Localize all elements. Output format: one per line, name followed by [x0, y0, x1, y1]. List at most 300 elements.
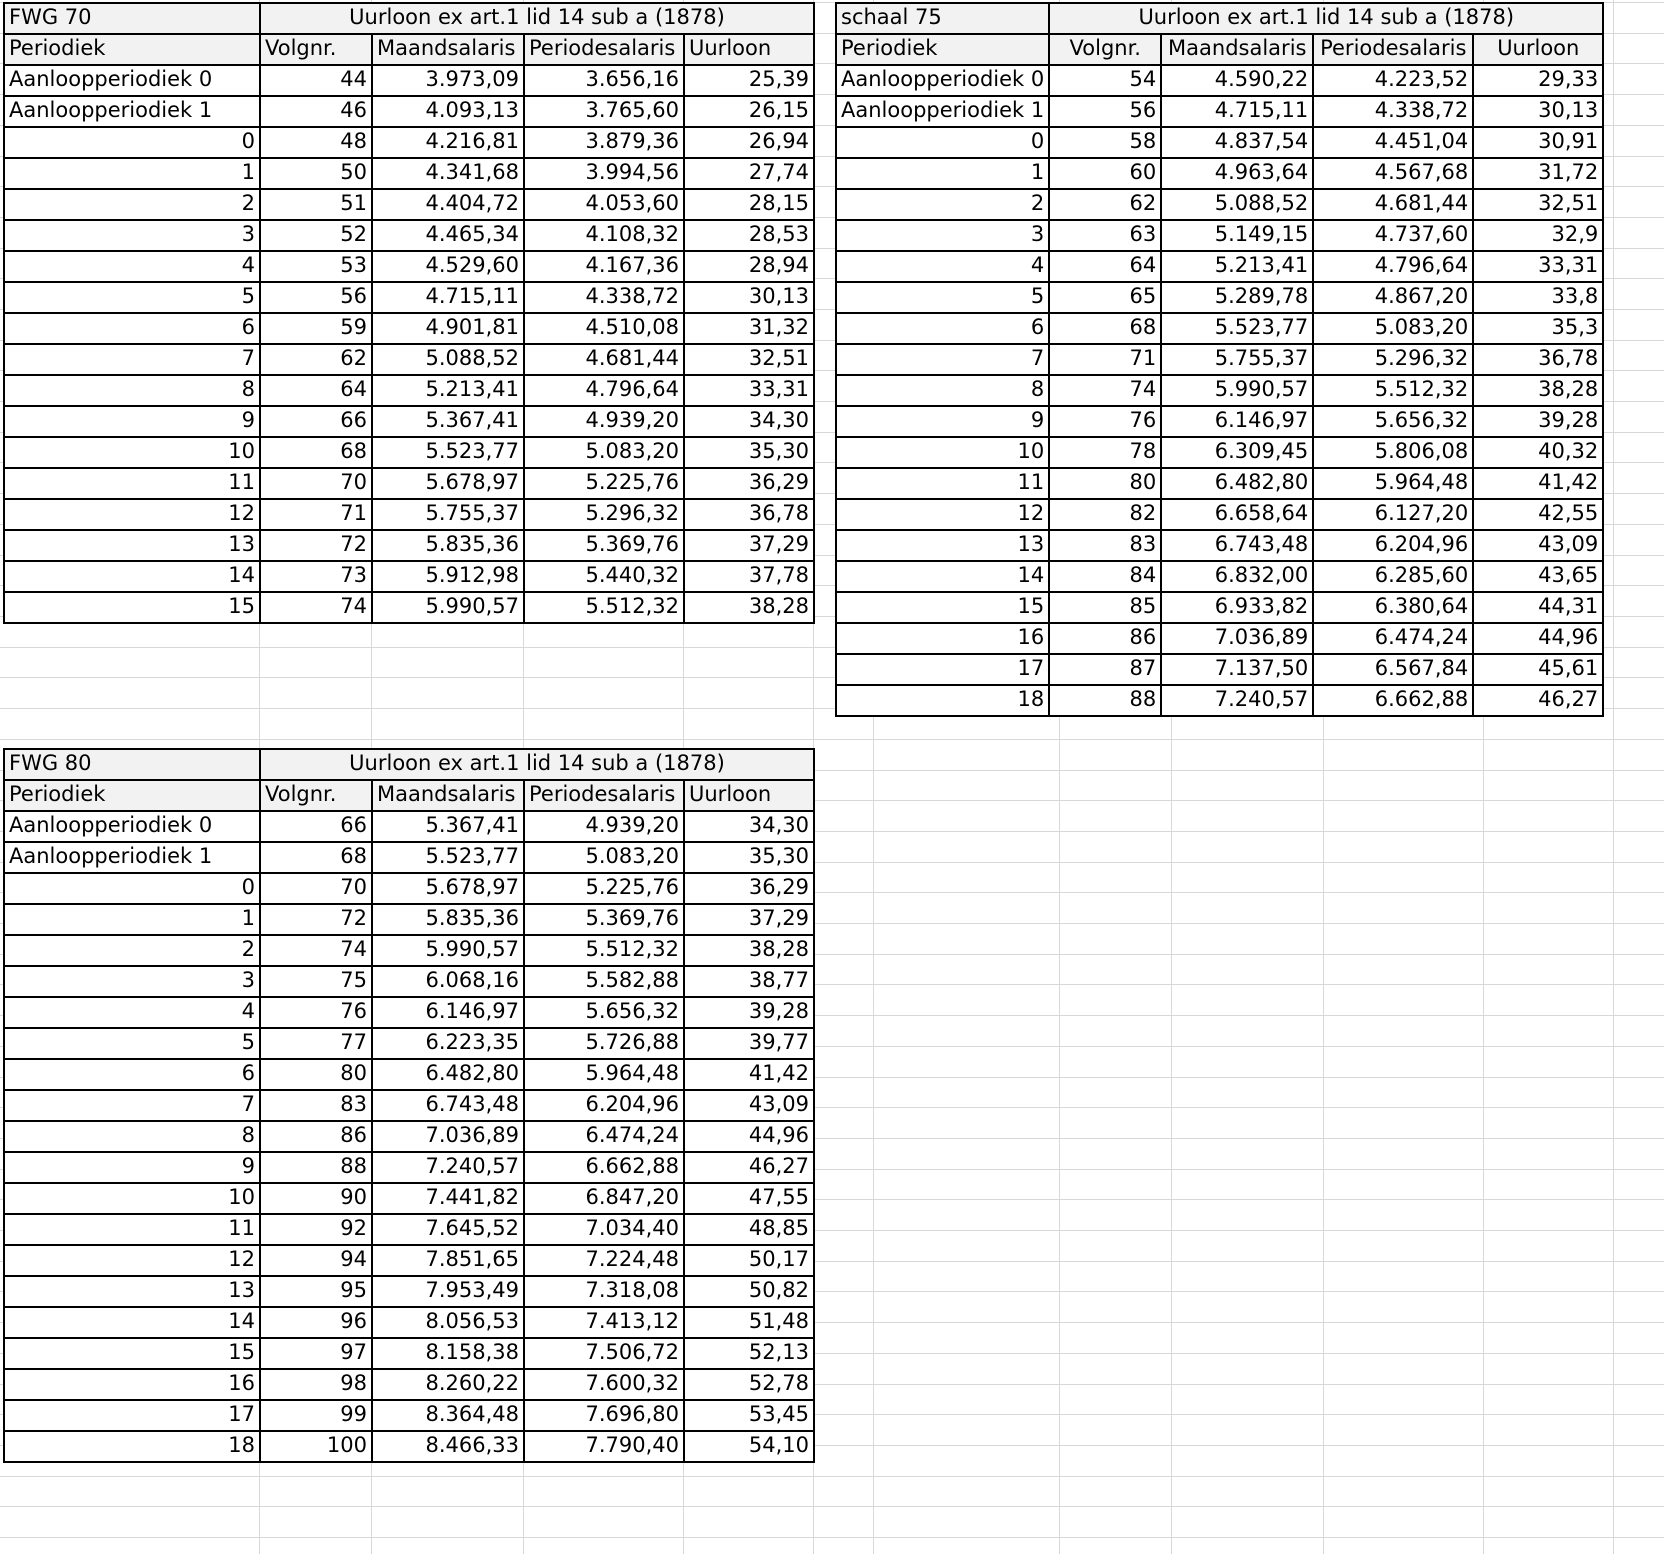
cell-uurloon[interactable]: 29,33	[1473, 65, 1603, 96]
cell-periodiek[interactable]: 11	[836, 468, 1049, 499]
table-row[interactable]	[4, 842, 814, 873]
cell-periodiek[interactable]: 13	[836, 530, 1049, 561]
cell-periodesalaris[interactable]: 6.662,88	[524, 1152, 684, 1183]
cell-maandsalaris[interactable]: 5.523,77	[372, 842, 524, 873]
cell-periodiek[interactable]: 7	[4, 1090, 260, 1121]
table-row[interactable]	[4, 158, 814, 189]
cell-uurloon[interactable]: 38,28	[684, 935, 814, 966]
table-row[interactable]	[4, 1431, 814, 1462]
cell-periodesalaris[interactable]: 5.369,76	[524, 904, 684, 935]
cell-volgnr[interactable]: 83	[260, 1090, 372, 1121]
cell-periodesalaris[interactable]: 5.225,76	[524, 468, 684, 499]
cell-periodesalaris[interactable]: 4.681,44	[1313, 189, 1473, 220]
cell-periodiek[interactable]: 14	[4, 561, 260, 592]
table-row[interactable]	[4, 1400, 814, 1431]
cell-periodesalaris[interactable]: 3.879,36	[524, 127, 684, 158]
banner-fwg70[interactable]: Uurloon ex art.1 lid 14 sub a (1878)	[260, 3, 814, 34]
cell-periodesalaris[interactable]: 7.506,72	[524, 1338, 684, 1369]
table-row[interactable]	[4, 530, 814, 561]
cell-periodesalaris[interactable]: 4.167,36	[524, 251, 684, 282]
cell-periodiek[interactable]: 1	[4, 904, 260, 935]
cell-periodesalaris[interactable]: 5.440,32	[524, 561, 684, 592]
cell-maandsalaris[interactable]: 3.973,09	[372, 65, 524, 96]
cell-periodiek[interactable]: 15	[836, 592, 1049, 623]
cell-maandsalaris[interactable]: 8.056,53	[372, 1307, 524, 1338]
cell-periodesalaris[interactable]: 5.512,32	[524, 935, 684, 966]
cell-periodesalaris[interactable]: 5.296,32	[1313, 344, 1473, 375]
cell-periodesalaris[interactable]: 7.034,40	[524, 1214, 684, 1245]
cell-uurloon[interactable]: 34,30	[684, 811, 814, 842]
cell-volgnr[interactable]: 99	[260, 1400, 372, 1431]
cell-volgnr[interactable]: 50	[260, 158, 372, 189]
table-row[interactable]	[836, 158, 1603, 189]
cell-periodiek[interactable]: 4	[836, 251, 1049, 282]
cell-maandsalaris[interactable]: 5.289,78	[1161, 282, 1313, 313]
cell-uurloon[interactable]: 46,27	[684, 1152, 814, 1183]
table-row[interactable]	[4, 561, 814, 592]
cell-volgnr[interactable]: 74	[1049, 375, 1161, 406]
cell-maandsalaris[interactable]: 6.146,97	[1161, 406, 1313, 437]
cell-uurloon[interactable]: 46,27	[1473, 685, 1603, 716]
cell-volgnr[interactable]: 92	[260, 1214, 372, 1245]
cell-periodiek[interactable]: 17	[836, 654, 1049, 685]
table-row[interactable]	[4, 1028, 814, 1059]
table-row[interactable]	[4, 406, 814, 437]
table-row[interactable]	[4, 96, 814, 127]
cell-periodiek[interactable]: 18	[4, 1431, 260, 1462]
table-row[interactable]	[4, 592, 814, 623]
table-row[interactable]	[4, 1338, 814, 1369]
scale-label-schaal75[interactable]: schaal 75	[836, 3, 1049, 34]
cell-periodiek[interactable]: 9	[836, 406, 1049, 437]
cell-periodiek[interactable]: 1	[4, 158, 260, 189]
cell-volgnr[interactable]: 56	[1049, 96, 1161, 127]
cell-periodesalaris[interactable]: 4.223,52	[1313, 65, 1473, 96]
cell-volgnr[interactable]: 100	[260, 1431, 372, 1462]
cell-periodiek[interactable]: 2	[4, 935, 260, 966]
col-header-volgnr[interactable]: Volgnr.	[260, 780, 372, 811]
cell-maandsalaris[interactable]: 7.036,89	[1161, 623, 1313, 654]
cell-maandsalaris[interactable]: 8.158,38	[372, 1338, 524, 1369]
cell-uurloon[interactable]: 43,65	[1473, 561, 1603, 592]
table-row[interactable]	[836, 685, 1603, 716]
cell-periodiek[interactable]: 0	[836, 127, 1049, 158]
cell-volgnr[interactable]: 80	[1049, 468, 1161, 499]
scale-label-fwg70[interactable]: FWG 70	[4, 3, 260, 34]
cell-volgnr[interactable]: 86	[260, 1121, 372, 1152]
table-row[interactable]	[4, 1121, 814, 1152]
cell-uurloon[interactable]: 38,28	[684, 592, 814, 623]
col-header-periodiek[interactable]: Periodiek	[4, 34, 260, 65]
col-header-periodesalaris[interactable]: Periodesalaris	[1313, 34, 1473, 65]
cell-volgnr[interactable]: 95	[260, 1276, 372, 1307]
table-row[interactable]	[4, 313, 814, 344]
cell-periodesalaris[interactable]: 3.765,60	[524, 96, 684, 127]
cell-uurloon[interactable]: 36,29	[684, 468, 814, 499]
cell-periodiek[interactable]: 2	[4, 189, 260, 220]
cell-periodiek[interactable]: 13	[4, 1276, 260, 1307]
table-row[interactable]	[4, 375, 814, 406]
cell-maandsalaris[interactable]: 4.093,13	[372, 96, 524, 127]
cell-periodesalaris[interactable]: 4.796,64	[1313, 251, 1473, 282]
cell-periodesalaris[interactable]: 6.127,20	[1313, 499, 1473, 530]
cell-volgnr[interactable]: 87	[1049, 654, 1161, 685]
cell-maandsalaris[interactable]: 4.837,54	[1161, 127, 1313, 158]
cell-volgnr[interactable]: 85	[1049, 592, 1161, 623]
cell-maandsalaris[interactable]: 5.678,97	[372, 873, 524, 904]
col-header-periodesalaris[interactable]: Periodesalaris	[524, 780, 684, 811]
cell-uurloon[interactable]: 53,45	[684, 1400, 814, 1431]
cell-maandsalaris[interactable]: 4.715,11	[1161, 96, 1313, 127]
table-row[interactable]	[836, 344, 1603, 375]
cell-periodesalaris[interactable]: 5.582,88	[524, 966, 684, 997]
cell-periodesalaris[interactable]: 4.567,68	[1313, 158, 1473, 189]
cell-volgnr[interactable]: 80	[260, 1059, 372, 1090]
cell-uurloon[interactable]: 41,42	[684, 1059, 814, 1090]
cell-periodesalaris[interactable]: 7.696,80	[524, 1400, 684, 1431]
table-row[interactable]	[836, 220, 1603, 251]
cell-periodiek[interactable]: 0	[4, 873, 260, 904]
cell-periodiek[interactable]: Aanloopperiodiek 0	[4, 65, 260, 96]
cell-periodesalaris[interactable]: 4.338,72	[1313, 96, 1473, 127]
cell-maandsalaris[interactable]: 5.755,37	[1161, 344, 1313, 375]
banner-fwg80[interactable]: Uurloon ex art.1 lid 14 sub a (1878)	[260, 749, 814, 780]
cell-volgnr[interactable]: 48	[260, 127, 372, 158]
cell-uurloon[interactable]: 32,9	[1473, 220, 1603, 251]
cell-volgnr[interactable]: 68	[1049, 313, 1161, 344]
cell-volgnr[interactable]: 96	[260, 1307, 372, 1338]
cell-uurloon[interactable]: 47,55	[684, 1183, 814, 1214]
cell-volgnr[interactable]: 46	[260, 96, 372, 127]
cell-periodesalaris[interactable]: 4.939,20	[524, 406, 684, 437]
cell-maandsalaris[interactable]: 5.523,77	[1161, 313, 1313, 344]
cell-maandsalaris[interactable]: 6.933,82	[1161, 592, 1313, 623]
cell-maandsalaris[interactable]: 5.213,41	[372, 375, 524, 406]
table-row[interactable]	[4, 499, 814, 530]
cell-maandsalaris[interactable]: 5.088,52	[372, 344, 524, 375]
cell-periodesalaris[interactable]: 6.204,96	[524, 1090, 684, 1121]
cell-volgnr[interactable]: 74	[260, 935, 372, 966]
cell-volgnr[interactable]: 70	[260, 468, 372, 499]
table-row[interactable]	[4, 1183, 814, 1214]
cell-maandsalaris[interactable]: 7.137,50	[1161, 654, 1313, 685]
cell-uurloon[interactable]: 28,94	[684, 251, 814, 282]
table-row[interactable]	[4, 127, 814, 158]
cell-periodesalaris[interactable]: 5.656,32	[1313, 406, 1473, 437]
table-fwg80[interactable]	[3, 748, 815, 1463]
cell-periodesalaris[interactable]: 6.380,64	[1313, 592, 1473, 623]
cell-volgnr[interactable]: 71	[260, 499, 372, 530]
cell-periodiek[interactable]: 15	[4, 1338, 260, 1369]
col-header-periodesalaris[interactable]: Periodesalaris	[524, 34, 684, 65]
cell-periodiek[interactable]: 14	[4, 1307, 260, 1338]
cell-maandsalaris[interactable]: 5.523,77	[372, 437, 524, 468]
cell-volgnr[interactable]: 71	[1049, 344, 1161, 375]
cell-maandsalaris[interactable]: 8.364,48	[372, 1400, 524, 1431]
cell-volgnr[interactable]: 63	[1049, 220, 1161, 251]
cell-volgnr[interactable]: 88	[260, 1152, 372, 1183]
cell-periodiek[interactable]: 8	[4, 1121, 260, 1152]
cell-uurloon[interactable]: 52,13	[684, 1338, 814, 1369]
cell-uurloon[interactable]: 36,78	[684, 499, 814, 530]
col-header-volgnr[interactable]: Volgnr.	[1049, 34, 1161, 65]
cell-periodiek[interactable]: 8	[836, 375, 1049, 406]
col-header-volgnr[interactable]: Volgnr.	[260, 34, 372, 65]
cell-maandsalaris[interactable]: 4.216,81	[372, 127, 524, 158]
cell-volgnr[interactable]: 74	[260, 592, 372, 623]
cell-maandsalaris[interactable]: 7.645,52	[372, 1214, 524, 1245]
cell-volgnr[interactable]: 98	[260, 1369, 372, 1400]
table-row[interactable]	[4, 282, 814, 313]
cell-volgnr[interactable]: 66	[260, 811, 372, 842]
table-row[interactable]	[836, 561, 1603, 592]
table-schaal75[interactable]	[835, 2, 1604, 717]
cell-periodesalaris[interactable]: 5.964,48	[1313, 468, 1473, 499]
cell-uurloon[interactable]: 38,28	[1473, 375, 1603, 406]
cell-uurloon[interactable]: 50,82	[684, 1276, 814, 1307]
cell-maandsalaris[interactable]: 7.851,65	[372, 1245, 524, 1276]
cell-maandsalaris[interactable]: 7.953,49	[372, 1276, 524, 1307]
cell-uurloon[interactable]: 51,48	[684, 1307, 814, 1338]
cell-periodiek[interactable]: 10	[836, 437, 1049, 468]
cell-periodiek[interactable]: 12	[4, 499, 260, 530]
cell-maandsalaris[interactable]: 5.990,57	[372, 592, 524, 623]
table-row[interactable]	[4, 220, 814, 251]
cell-periodesalaris[interactable]: 5.512,32	[524, 592, 684, 623]
cell-maandsalaris[interactable]: 5.367,41	[372, 406, 524, 437]
cell-uurloon[interactable]: 42,55	[1473, 499, 1603, 530]
cell-uurloon[interactable]: 44,96	[684, 1121, 814, 1152]
table-row[interactable]	[4, 65, 814, 96]
cell-uurloon[interactable]: 35,30	[684, 437, 814, 468]
cell-periodesalaris[interactable]: 7.600,32	[524, 1369, 684, 1400]
cell-volgnr[interactable]: 72	[260, 530, 372, 561]
cell-uurloon[interactable]: 40,32	[1473, 437, 1603, 468]
cell-periodiek[interactable]: 0	[4, 127, 260, 158]
cell-periodesalaris[interactable]: 5.296,32	[524, 499, 684, 530]
cell-periodiek[interactable]: 1	[836, 158, 1049, 189]
cell-periodiek[interactable]: 6	[4, 1059, 260, 1090]
cell-periodiek[interactable]: Aanloopperiodiek 0	[836, 65, 1049, 96]
cell-uurloon[interactable]: 39,28	[684, 997, 814, 1028]
cell-volgnr[interactable]: 73	[260, 561, 372, 592]
cell-uurloon[interactable]: 30,13	[684, 282, 814, 313]
cell-periodesalaris[interactable]: 6.204,96	[1313, 530, 1473, 561]
cell-periodesalaris[interactable]: 4.338,72	[524, 282, 684, 313]
cell-maandsalaris[interactable]: 6.658,64	[1161, 499, 1313, 530]
table-row[interactable]	[4, 1059, 814, 1090]
cell-volgnr[interactable]: 83	[1049, 530, 1161, 561]
table-row[interactable]	[836, 313, 1603, 344]
cell-maandsalaris[interactable]: 5.835,36	[372, 904, 524, 935]
cell-uurloon[interactable]: 25,39	[684, 65, 814, 96]
cell-maandsalaris[interactable]: 6.743,48	[372, 1090, 524, 1121]
cell-uurloon[interactable]: 35,3	[1473, 313, 1603, 344]
cell-volgnr[interactable]: 66	[260, 406, 372, 437]
cell-volgnr[interactable]: 97	[260, 1338, 372, 1369]
cell-uurloon[interactable]: 37,29	[684, 530, 814, 561]
cell-periodesalaris[interactable]: 5.726,88	[524, 1028, 684, 1059]
cell-maandsalaris[interactable]: 4.341,68	[372, 158, 524, 189]
cell-periodesalaris[interactable]: 6.285,60	[1313, 561, 1473, 592]
cell-maandsalaris[interactable]: 6.832,00	[1161, 561, 1313, 592]
table-row[interactable]	[836, 623, 1603, 654]
cell-periodiek[interactable]: 16	[4, 1369, 260, 1400]
cell-periodiek[interactable]: Aanloopperiodiek 0	[4, 811, 260, 842]
cell-periodesalaris[interactable]: 4.053,60	[524, 189, 684, 220]
cell-uurloon[interactable]: 31,72	[1473, 158, 1603, 189]
cell-volgnr[interactable]: 90	[260, 1183, 372, 1214]
cell-uurloon[interactable]: 36,78	[1473, 344, 1603, 375]
cell-periodiek[interactable]: 10	[4, 1183, 260, 1214]
cell-periodiek[interactable]: 4	[4, 997, 260, 1028]
col-header-maandsalaris[interactable]: Maandsalaris	[372, 780, 524, 811]
cell-maandsalaris[interactable]: 7.240,57	[372, 1152, 524, 1183]
cell-periodesalaris[interactable]: 6.474,24	[1313, 623, 1473, 654]
cell-uurloon[interactable]: 39,28	[1473, 406, 1603, 437]
cell-periodiek[interactable]: 12	[836, 499, 1049, 530]
cell-periodiek[interactable]: Aanloopperiodiek 1	[4, 842, 260, 873]
cell-periodiek[interactable]: 9	[4, 1152, 260, 1183]
cell-uurloon[interactable]: 43,09	[684, 1090, 814, 1121]
cell-uurloon[interactable]: 50,17	[684, 1245, 814, 1276]
col-header-periodiek[interactable]: Periodiek	[4, 780, 260, 811]
cell-uurloon[interactable]: 32,51	[1473, 189, 1603, 220]
table-row[interactable]	[4, 873, 814, 904]
cell-maandsalaris[interactable]: 6.309,45	[1161, 437, 1313, 468]
table-row[interactable]	[836, 189, 1603, 220]
table-row[interactable]	[4, 437, 814, 468]
cell-volgnr[interactable]: 70	[260, 873, 372, 904]
cell-uurloon[interactable]: 32,51	[684, 344, 814, 375]
cell-volgnr[interactable]: 88	[1049, 685, 1161, 716]
cell-uurloon[interactable]: 34,30	[684, 406, 814, 437]
cell-uurloon[interactable]: 30,13	[1473, 96, 1603, 127]
cell-maandsalaris[interactable]: 6.482,80	[372, 1059, 524, 1090]
cell-maandsalaris[interactable]: 5.367,41	[372, 811, 524, 842]
cell-periodesalaris[interactable]: 4.108,32	[524, 220, 684, 251]
col-header-uurloon[interactable]: Uurloon	[1473, 34, 1603, 65]
table-row[interactable]	[836, 437, 1603, 468]
cell-volgnr[interactable]: 58	[1049, 127, 1161, 158]
cell-periodesalaris[interactable]: 6.847,20	[524, 1183, 684, 1214]
table-row[interactable]	[836, 406, 1603, 437]
cell-uurloon[interactable]: 31,32	[684, 313, 814, 344]
cell-volgnr[interactable]: 64	[260, 375, 372, 406]
cell-periodesalaris[interactable]: 4.737,60	[1313, 220, 1473, 251]
table-row[interactable]	[836, 282, 1603, 313]
cell-uurloon[interactable]: 33,31	[1473, 251, 1603, 282]
cell-periodesalaris[interactable]: 7.318,08	[524, 1276, 684, 1307]
cell-periodesalaris[interactable]: 7.224,48	[524, 1245, 684, 1276]
cell-periodiek[interactable]: 17	[4, 1400, 260, 1431]
cell-maandsalaris[interactable]: 4.465,34	[372, 220, 524, 251]
col-header-uurloon[interactable]: Uurloon	[684, 34, 814, 65]
cell-periodesalaris[interactable]: 5.225,76	[524, 873, 684, 904]
cell-periodesalaris[interactable]: 5.369,76	[524, 530, 684, 561]
cell-volgnr[interactable]: 78	[1049, 437, 1161, 468]
cell-periodiek[interactable]: 6	[836, 313, 1049, 344]
cell-volgnr[interactable]: 65	[1049, 282, 1161, 313]
cell-periodiek[interactable]: 5	[836, 282, 1049, 313]
cell-uurloon[interactable]: 44,96	[1473, 623, 1603, 654]
cell-periodiek[interactable]: 8	[4, 375, 260, 406]
cell-periodiek[interactable]: 11	[4, 468, 260, 499]
table-row[interactable]	[4, 966, 814, 997]
cell-periodiek[interactable]: Aanloopperiodiek 1	[4, 96, 260, 127]
col-header-periodiek[interactable]: Periodiek	[836, 34, 1049, 65]
cell-maandsalaris[interactable]: 5.990,57	[372, 935, 524, 966]
cell-maandsalaris[interactable]: 7.036,89	[372, 1121, 524, 1152]
cell-volgnr[interactable]: 86	[1049, 623, 1161, 654]
cell-volgnr[interactable]: 94	[260, 1245, 372, 1276]
cell-periodiek[interactable]: 5	[4, 1028, 260, 1059]
cell-maandsalaris[interactable]: 5.755,37	[372, 499, 524, 530]
cell-periodesalaris[interactable]: 5.083,20	[524, 437, 684, 468]
cell-uurloon[interactable]: 54,10	[684, 1431, 814, 1462]
col-header-uurloon[interactable]: Uurloon	[684, 780, 814, 811]
table-row[interactable]	[836, 592, 1603, 623]
cell-periodiek[interactable]: 9	[4, 406, 260, 437]
table-row[interactable]	[4, 1152, 814, 1183]
table-row[interactable]	[836, 654, 1603, 685]
cell-maandsalaris[interactable]: 6.743,48	[1161, 530, 1313, 561]
cell-uurloon[interactable]: 28,15	[684, 189, 814, 220]
cell-periodiek[interactable]: 16	[836, 623, 1049, 654]
table-row[interactable]	[4, 811, 814, 842]
cell-periodiek[interactable]: 13	[4, 530, 260, 561]
scale-label-fwg80[interactable]: FWG 80	[4, 749, 260, 780]
table-row[interactable]	[836, 375, 1603, 406]
cell-periodiek[interactable]: 7	[4, 344, 260, 375]
cell-maandsalaris[interactable]: 4.529,60	[372, 251, 524, 282]
table-row[interactable]	[4, 251, 814, 282]
table-row[interactable]	[4, 189, 814, 220]
table-row[interactable]	[4, 468, 814, 499]
cell-periodesalaris[interactable]: 6.567,84	[1313, 654, 1473, 685]
cell-maandsalaris[interactable]: 5.990,57	[1161, 375, 1313, 406]
cell-uurloon[interactable]: 44,31	[1473, 592, 1603, 623]
table-row[interactable]	[4, 344, 814, 375]
cell-volgnr[interactable]: 64	[1049, 251, 1161, 282]
cell-volgnr[interactable]: 82	[1049, 499, 1161, 530]
table-row[interactable]	[4, 1276, 814, 1307]
cell-periodesalaris[interactable]: 5.656,32	[524, 997, 684, 1028]
cell-volgnr[interactable]: 76	[1049, 406, 1161, 437]
table-row[interactable]	[836, 251, 1603, 282]
table-row[interactable]	[4, 1090, 814, 1121]
cell-periodesalaris[interactable]: 3.994,56	[524, 158, 684, 189]
cell-periodesalaris[interactable]: 4.939,20	[524, 811, 684, 842]
cell-maandsalaris[interactable]: 7.441,82	[372, 1183, 524, 1214]
cell-maandsalaris[interactable]: 6.068,16	[372, 966, 524, 997]
cell-periodiek[interactable]: 15	[4, 592, 260, 623]
cell-periodesalaris[interactable]: 4.681,44	[524, 344, 684, 375]
cell-periodiek[interactable]: 5	[4, 282, 260, 313]
cell-volgnr[interactable]: 75	[260, 966, 372, 997]
cell-periodesalaris[interactable]: 5.512,32	[1313, 375, 1473, 406]
cell-uurloon[interactable]: 41,42	[1473, 468, 1603, 499]
cell-volgnr[interactable]: 54	[1049, 65, 1161, 96]
col-header-maandsalaris[interactable]: Maandsalaris	[372, 34, 524, 65]
cell-maandsalaris[interactable]: 5.678,97	[372, 468, 524, 499]
table-row[interactable]	[836, 96, 1603, 127]
cell-periodesalaris[interactable]: 5.083,20	[1313, 313, 1473, 344]
cell-periodiek[interactable]: 6	[4, 313, 260, 344]
cell-periodiek[interactable]: Aanloopperiodiek 1	[836, 96, 1049, 127]
cell-periodiek[interactable]: 3	[4, 966, 260, 997]
cell-maandsalaris[interactable]: 4.590,22	[1161, 65, 1313, 96]
